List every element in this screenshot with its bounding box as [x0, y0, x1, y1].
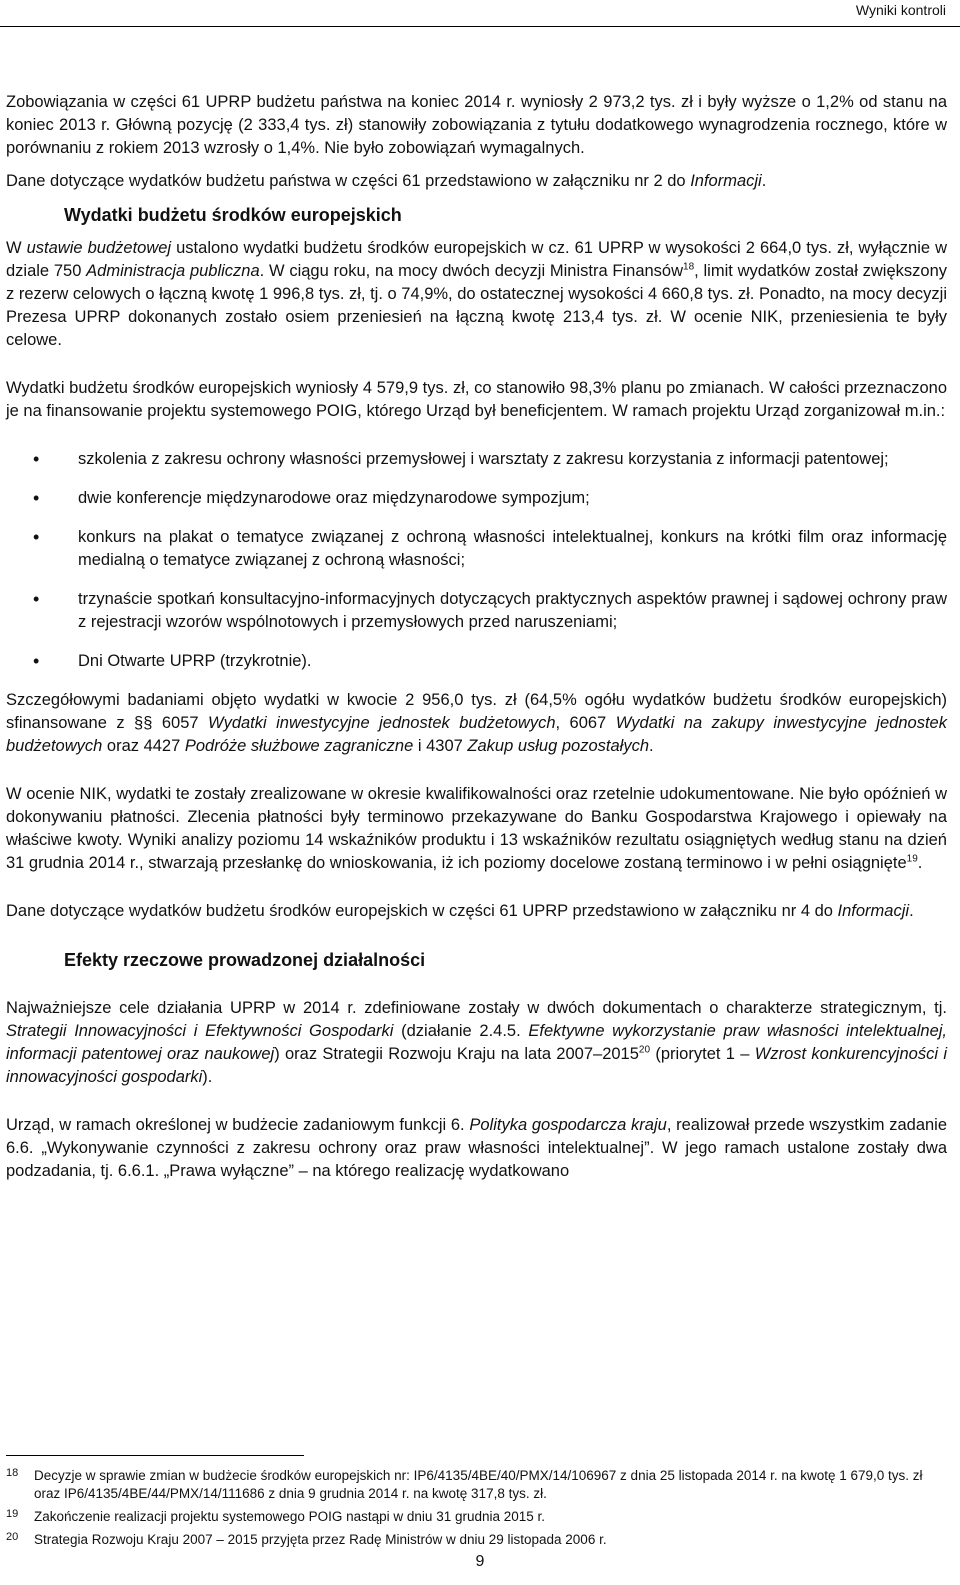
text-run: Szczegółowymi badaniami objęto wydatki w kwocie 2 956,0 tys. zł (64,5% ogółu wydatków budżetu środków europejskich) sfinansowane z §§ 6057 — [6, 691, 947, 732]
bullet-icon: • — [33, 589, 40, 609]
italic-text: Efektywne wykorzystanie praw własności intelektualnej, informacji patentowej oraz naukowej — [6, 1022, 947, 1063]
bullet-icon: • — [33, 449, 40, 469]
text-run: Wydatki budżetu środków europejskich — [64, 205, 402, 225]
italic-text: Podróże służbowe zagraniczne — [184, 737, 414, 755]
text-run: , limit wydatków został zwiększony z rezerw celowych o łączną kwotę 1 996,8 tys. zł, tj. o 74,9%, do ostatecznej wysokości 4 660,8 tys. zł. Ponadto, na mocy decyzji Prezesa UPRP dokonanych zostało osiem przeniesień na łączną kwotę 213,4 tys. zł. W ocenie NIK, przeniesienia te były celowe. — [6, 262, 947, 349]
footnote-number: 18 — [6, 1467, 19, 1479]
text-run: i 4307 — [413, 737, 468, 755]
section-heading — [64, 203, 947, 227]
italic-text: Wydatki na zakupy inwestycyjne jednostek budżetowych — [6, 714, 947, 755]
text-run: , realizował przede wszystkim zadanie 6.6. „Wykonywanie czynności z zakresu ochrony oraz praw własności intelektualnej”. W jego ramach ustalone zostały dwa podzadania, tj. 6.6.1. „Prawa wyłączne” – na którego realizację wydatkowano — [6, 1116, 948, 1180]
footnote-text: Decyzje w sprawie zmian w budżecie środków europejskich nr: IP6/4135/4BE/40/PMX/14/106967 z dnia 25 listopada 2014 r. na kwotę 1 679,0 tys. zł oraz IP6/4135/4BE/44/PMX/14/111686 z dnia 9 grudnia 2014 r. na kwotę 317,8 tys. zł. — [34, 1468, 923, 1501]
list-item — [6, 487, 947, 510]
italic-text: ustawie budżetowej — [26, 239, 172, 257]
footnote — [6, 1508, 947, 1526]
text-run: (działanie 2.4.5. — [393, 1022, 529, 1040]
footnote-text: Strategia Rozwoju Kraju 2007 – 2015 przyjęta przez Radę Ministrów w dniu 29 listopada 2006 r. — [34, 1532, 607, 1547]
text-run: . — [649, 737, 654, 755]
list-item — [6, 448, 947, 471]
document-body — [6, 66, 947, 1183]
paragraph — [6, 1114, 947, 1183]
footnote-separator — [6, 1455, 304, 1456]
text-run: ). — [202, 1068, 213, 1086]
italic-text: Zakup usług pozostałych — [467, 737, 649, 755]
footnote — [6, 1467, 947, 1503]
text-run: . W ciągu roku, na mocy dwóch decyzji Ministra Finansów — [259, 262, 684, 280]
text-run: konkurs na plakat o tematyce związanej z ochroną własności intelektualnej, konkurs na krótki film oraz informację medialną o tematyce związanej z ochroną własności; — [78, 528, 947, 569]
text-run: . — [917, 854, 923, 872]
paragraph — [6, 377, 947, 423]
italic-text: Administracja publiczna — [86, 262, 260, 280]
text-run: Dni Otwarte UPRP (trzykrotnie). — [78, 652, 312, 670]
list-item — [6, 650, 947, 673]
italic-text: Wydatki inwestycyjne jednostek budżetowych — [208, 714, 556, 732]
footnote-ref: 19 — [906, 853, 918, 865]
footnote-ref: 20 — [638, 1044, 651, 1056]
footnote-text: Zakończenie realizacji projektu systemowego POIG nastąpi w dniu 31 grudnia 2015 r. — [34, 1509, 546, 1524]
text-run: Dane dotyczące wydatków budżetu państwa w części 61 przedstawiono w załączniku nr 2 do — [6, 172, 691, 190]
text-run: trzynaście spotkań konsultacyjno-informacyjnych dotyczących praktycznych aspektów prawnej i sądowej ochrony praw z rejestracji wzorów wspólnotowych i przemysłowych przed naruszeniami; — [78, 590, 947, 631]
text-run: (priorytet 1 – — [650, 1045, 755, 1063]
list-item — [6, 588, 947, 634]
paragraph — [6, 170, 947, 193]
bullet-list — [6, 448, 947, 673]
text-run: Dane dotyczące wydatków budżetu środków europejskich w części 61 UPRP przedstawiono w załączniku nr 4 do — [6, 902, 838, 920]
footnote-number: 19 — [6, 1508, 19, 1520]
list-item — [6, 526, 947, 572]
paragraph — [6, 237, 947, 352]
text-run: Urząd, w ramach określonej w budżecie zadaniowym funkcji 6. — [6, 1116, 470, 1134]
bullet-icon: • — [33, 488, 40, 508]
paragraph — [6, 91, 947, 160]
bullet-icon: • — [33, 651, 40, 671]
italic-text: Informacji — [690, 172, 762, 190]
section-heading — [64, 948, 947, 972]
italic-text: Strategii Innowacyjności i Efektywności Gospodarki — [6, 1022, 394, 1040]
italic-text: Polityka gospodarcza kraju — [469, 1116, 667, 1134]
text-run: Efekty rzeczowe prowadzonej działalności — [64, 950, 426, 970]
text-run: W ocenie NIK, wydatki te zostały zrealizowane w okresie kwalifikowalności oraz rzetelnie udokumentowane. Nie było opóźnień w dokonywaniu płatności. Zlecenia płatności były terminowo przekazywane do Banku Gospodarstwa Krajowego i opiewały na właściwe kwoty. Wyniki analizy poziomu 14 wskaźników produktu i 13 wskaźników rezultatu osiągniętych według stanu na dzień 31 grudnia 2014 r., stwarzają przesłankę do wnioskowania, iż ich poziomy docelowe zostaną terminowo i w pełni osiągnięte — [6, 785, 947, 872]
footnote-ref: 18 — [683, 261, 695, 273]
text-run: ustalono wydatki budżetu środków europejskich w cz. 61 UPRP w wysokości 2 664,0 tys. zł, wyłącznie w dziale 750 — [6, 239, 947, 280]
text-run: Wydatki budżetu środków europejskich wyniosły 4 579,9 tys. zł, co stanowiło 98,3% planu po zmianach. W całości przeznaczono je na finansowanie projektu systemowego POIG, którego Urząd był beneficjentem. W ramach projektu Urząd zorganizował m.in.: — [6, 379, 947, 420]
text-run: oraz 4427 — [102, 737, 185, 755]
text-run: ) oraz Strategii Rozwoju Kraju na lata 2007–2015 — [274, 1045, 639, 1063]
footnotes — [6, 1467, 947, 1554]
text-run: , 6067 — [555, 714, 616, 732]
italic-text: Wzrost konkurencyjności i innowacyjności gospodarki — [6, 1045, 947, 1086]
footnote — [6, 1531, 947, 1549]
paragraph — [6, 900, 947, 923]
text-run: szkolenia z zakresu ochrony własności przemysłowej i warsztaty z zakresu korzystania z informacji patentowej; — [78, 450, 889, 468]
text-run: Zobowiązania w części 61 UPRP budżetu państwa na koniec 2014 r. wyniosły 2 973,2 tys. zł i były wyższe o 1,2% od stanu na koniec 2013 r. Główną pozycję (2 333,4 tys. zł) stanowiły zobowiązania z tytułu dodatkowego wynagrodzenia rocznego, które w porównaniu z rokiem 2013 wzrosły o 1,4%. Nie było zobowiązań wymagalnych. — [6, 93, 947, 157]
text-run: dwie konferencje międzynarodowe oraz międzynarodowe sympozjum; — [78, 489, 590, 507]
footnote-number: 20 — [6, 1531, 19, 1543]
paragraph — [6, 783, 947, 875]
bullet-icon: • — [33, 527, 40, 547]
italic-text: Informacji — [837, 902, 910, 920]
header-title: Wyniki kontroli — [855, 2, 946, 18]
text-run: . — [909, 902, 914, 920]
paragraph — [6, 689, 947, 758]
text-run: W — [6, 239, 27, 257]
text-run: Najważniejsze cele działania UPRP w 2014 r. zdefiniowane zostały w dwóch dokumentach o charakterze strategicznym, tj. — [6, 999, 947, 1017]
paragraph — [6, 997, 947, 1089]
page-number: 9 — [475, 1553, 485, 1570]
text-run: . — [761, 172, 767, 190]
page-header — [0, 0, 960, 27]
